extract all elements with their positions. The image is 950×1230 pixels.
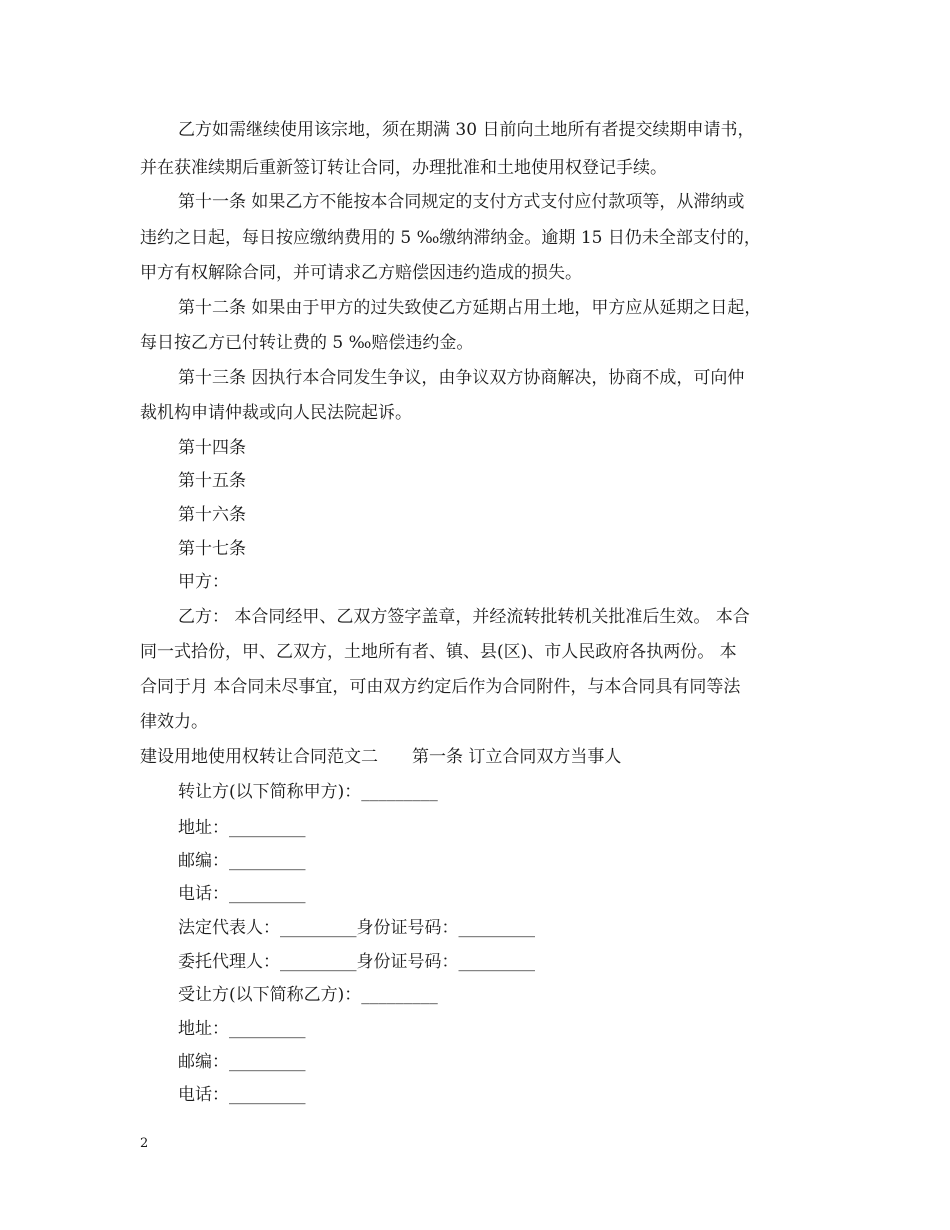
form-field-postcode-a: 邮编：_________ xyxy=(178,851,306,871)
party-b-effect-line-4: 律效力。 xyxy=(140,712,208,732)
section-heading-title: 建设用地使用权转让合同范文二 xyxy=(140,747,378,767)
party-a-label: 甲方： xyxy=(178,572,229,592)
article-12-line-1: 第十二条 如果由于甲方的过失致使乙方延期占用土地，甲方应从延期之日起， xyxy=(178,298,762,318)
party-b-effect-line-2: 同一式拾份，甲、乙双方，土地所有者、镇、县(区)、市人民政府各执两份。 本 xyxy=(140,642,737,662)
paragraph-renewal-line-2: 并在获准续期后重新签订转让合同，办理批准和土地使用权登记手续。 xyxy=(140,158,667,178)
form-field-legal-representative: 法定代表人：_________身份证号码：_________ xyxy=(178,918,535,938)
form-field-transferee: 受让方(以下简称乙方)：_________ xyxy=(178,985,438,1005)
article-14: 第十四条 xyxy=(178,438,246,458)
paragraph-renewal-line-1: 乙方如需继续使用该宗地，须在期满 30 日前向土地所有者提交续期申请书， xyxy=(178,120,755,140)
form-field-phone-a: 电话：_________ xyxy=(178,884,306,904)
section-heading-article: 第一条 订立合同双方当事人 xyxy=(412,747,622,767)
form-field-address-a: 地址：_________ xyxy=(178,818,306,838)
section-heading xyxy=(140,745,621,769)
article-13-line-2: 裁机构申请仲裁或向人民法院起诉。 xyxy=(140,403,412,423)
article-11-line-1: 第十一条 如果乙方不能按本合同规定的支付方式支付应付款项等，从滞纳或 xyxy=(178,192,745,212)
party-b-effect-line-3: 合同于月 本合同未尽事宜，可由双方约定后作为合同附件，与本合同具有同等法 xyxy=(140,677,741,697)
article-11-line-2: 违约之日起，每日按应缴纳费用的 5 ‰缴纳滞纳金。逾期 15 日仍未全部支付的， xyxy=(140,228,761,248)
form-field-postcode-b: 邮编：_________ xyxy=(178,1052,306,1072)
form-field-transferor: 转让方(以下简称甲方)：_________ xyxy=(178,782,438,802)
article-15: 第十五条 xyxy=(178,471,246,491)
form-field-address-b: 地址：_________ xyxy=(178,1019,306,1039)
form-field-phone-b: 电话：_________ xyxy=(178,1085,306,1105)
article-13-line-1: 第十三条 因执行本合同发生争议，由争议双方协商解决，协商不成，可向仲 xyxy=(178,368,745,388)
article-11-line-3: 甲方有权解除合同，并可请求乙方赔偿因违约造成的损失。 xyxy=(140,263,582,283)
article-12-line-2: 每日按乙方已付转让费的 5 ‰赔偿违约金。 xyxy=(140,333,474,353)
article-17: 第十七条 xyxy=(178,539,246,559)
article-16: 第十六条 xyxy=(178,505,246,525)
party-b-effect-line-1: 乙方： 本合同经甲、乙双方签字盖章，并经流转批转机关批准后生效。 本合 xyxy=(178,607,750,627)
page-number: 2 xyxy=(140,1136,149,1151)
form-field-authorized-agent: 委托代理人：_________身份证号码：_________ xyxy=(178,952,535,972)
